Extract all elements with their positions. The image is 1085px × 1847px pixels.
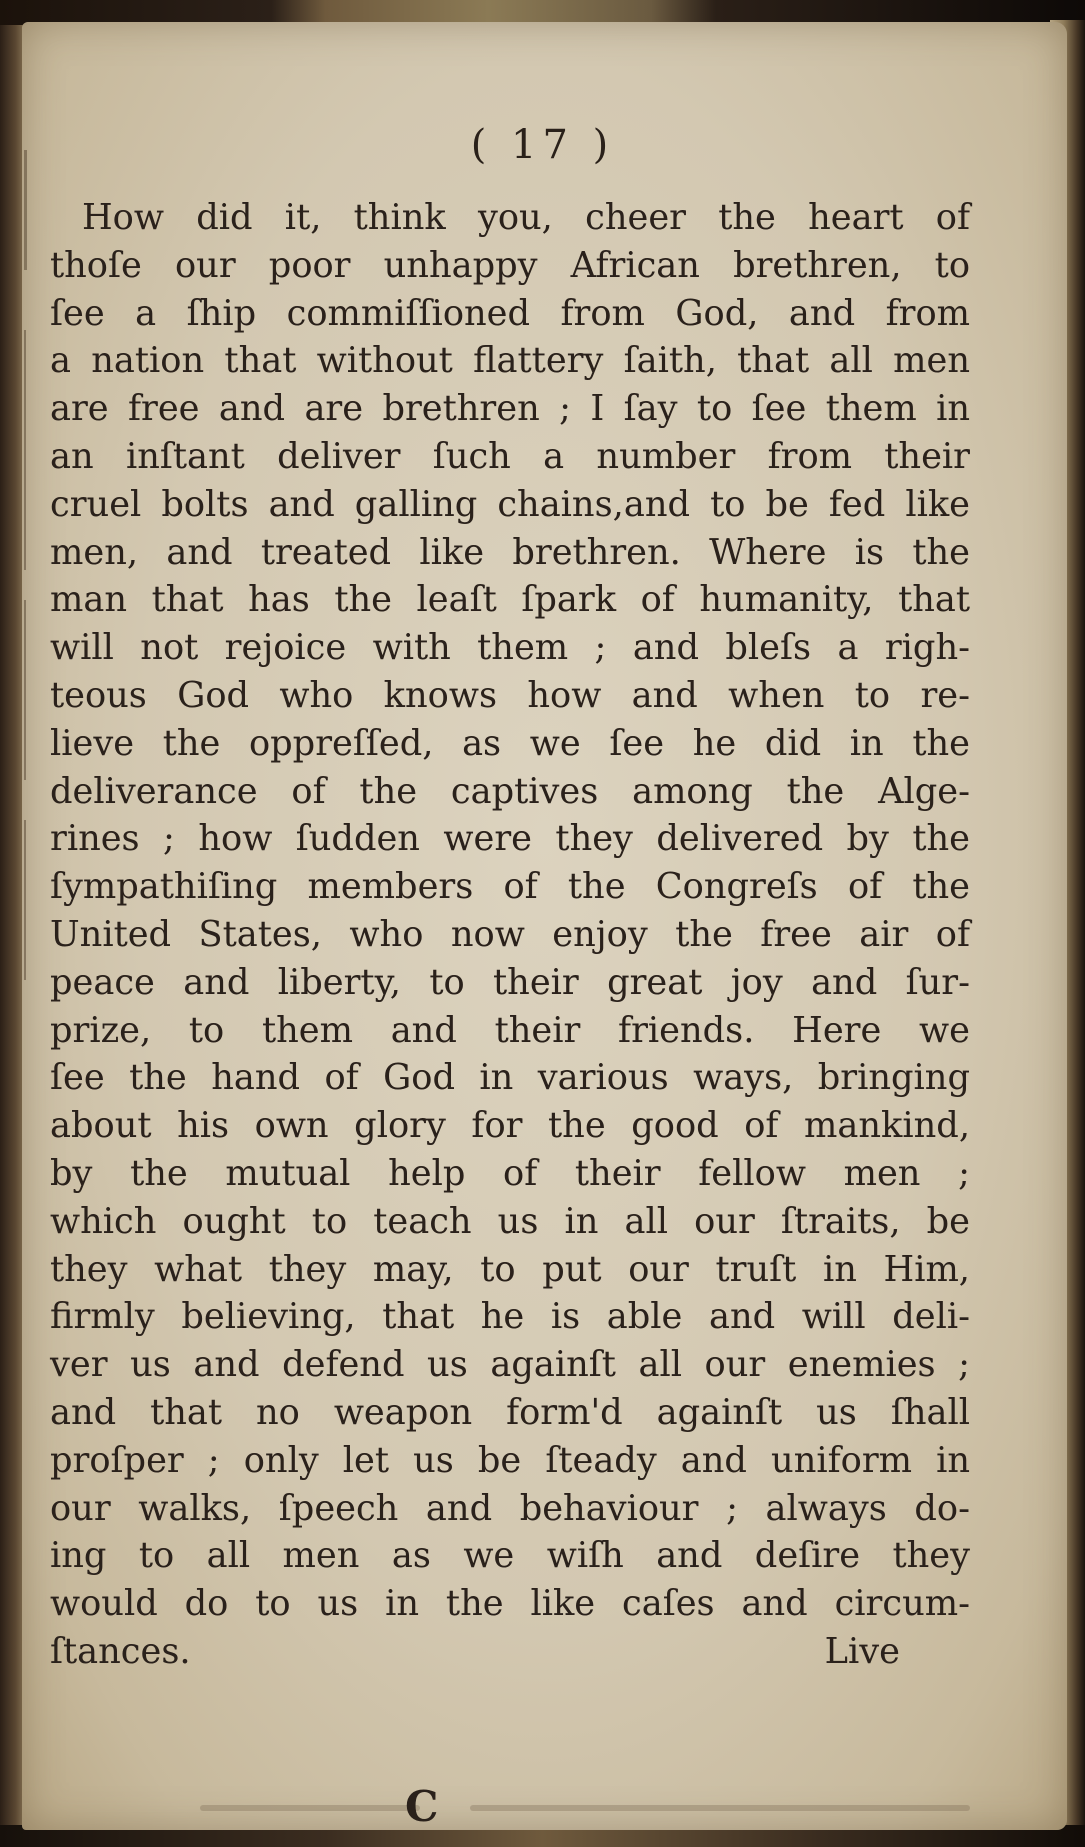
text-line: deliverance of the captives among the Alge- (50, 770, 970, 812)
gutter-mark (24, 330, 26, 570)
catchword: Live (824, 1630, 900, 1672)
text-line: and that no weapon form'd againſt us ſhall (50, 1391, 970, 1433)
text-line: teous God who knows how and when to re- (50, 674, 970, 716)
text-line: ſee the hand of God in various ways, bringing (50, 1057, 970, 1099)
text-line: ſympathiſing members of the Congreſs of the (50, 866, 970, 908)
text-line: lieve the oppreſſed, as we ſee he did in the (50, 722, 970, 764)
text-line: ſee a ſhip commiſſioned from God, and from (50, 292, 970, 334)
ink-smudge (470, 1805, 970, 1811)
gutter-mark (24, 820, 26, 980)
final-line (50, 1628, 970, 1676)
text-line: a nation that without flattery ſaith, that all men (50, 340, 970, 382)
text-line: thoſe our poor unhappy African brethren, to (50, 244, 970, 286)
text-line: men, and treated like brethren. Where is the (50, 531, 970, 573)
text-line: United States, who now enjoy the free air of (50, 913, 970, 955)
text-line: they what they may, to put our truſt in Him, (50, 1248, 970, 1290)
text-line: peace and liberty, to their great joy and ſur- (50, 961, 970, 1003)
text-line: ver us and defend us againſt all our enemies ; (50, 1344, 970, 1386)
text-line: How did it, think you, cheer the heart of (82, 197, 970, 238)
text-line: rines ; how ſudden were they delivered by the (50, 818, 970, 860)
text-line: about his own glory for the good of mankind, (50, 1105, 970, 1147)
text-line: prize, to them and their friends. Here we (50, 1009, 970, 1051)
ink-smudge (200, 1805, 420, 1811)
text-line: proſper ; only let us be ſteady and uniform in (50, 1439, 970, 1481)
text-line: will not rejoice with them ; and bleſs a righ- (50, 627, 970, 669)
gutter-mark (24, 150, 27, 270)
signature-mark: C (405, 1782, 439, 1831)
text-line: ing to all men as we wiſh and deſire they (50, 1535, 970, 1577)
text-line: an inſtant deliver ſuch a number from their (50, 435, 970, 477)
text-line: would do to us in the like caſes and circum- (50, 1583, 970, 1625)
gutter-mark (24, 600, 26, 780)
text-line: by the mutual help of their fellow men ; (50, 1152, 970, 1194)
last-line-text: ſtances. (50, 1630, 191, 1672)
text-line: are free and are brethren ; I ſay to ſee them in (50, 388, 970, 430)
body-paragraph (50, 194, 970, 1676)
text-line: cruel bolts and galling chains,and to be fed like (50, 483, 970, 525)
text-line: man that has the leaſt ſpark of humanity, that (50, 579, 970, 621)
text-line: our walks, ſpeech and behaviour ; always do- (50, 1487, 970, 1529)
page-number: ( 17 ) (470, 122, 615, 168)
text-line: firmly believing, that he is able and will deli- (50, 1296, 970, 1338)
text-line: which ought to teach us in all our ſtraits, be (50, 1200, 970, 1242)
